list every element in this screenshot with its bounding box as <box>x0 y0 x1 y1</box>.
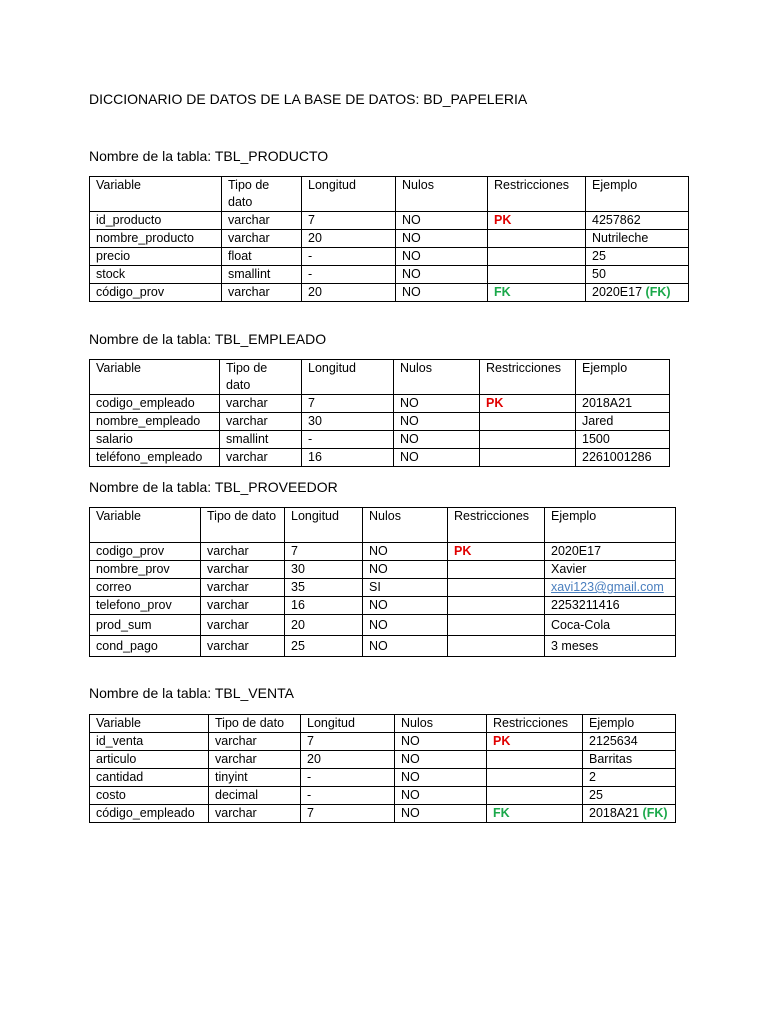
cell-tipo: varchar <box>222 284 302 302</box>
cell-restriccion <box>448 636 545 657</box>
cell-restriccion <box>488 248 586 266</box>
header-cell: Variable <box>90 177 222 212</box>
cell-ejemplo: 2018A21 <box>576 395 670 413</box>
cell-longitud: 7 <box>301 733 395 751</box>
cell-variable: código_prov <box>90 284 222 302</box>
cell-tipo: smallint <box>222 266 302 284</box>
fk-tag: (FK) <box>642 806 668 820</box>
cell-variable: codigo_empleado <box>90 395 220 413</box>
cell-restriccion <box>487 787 583 805</box>
cell-tipo: tinyint <box>209 769 301 787</box>
header-cell: Longitud <box>302 177 396 212</box>
cell-ejemplo <box>583 805 676 823</box>
cell-ejemplo: Coca-Cola <box>545 615 676 636</box>
header-cell: Ejemplo <box>576 360 670 395</box>
cell-variable: teléfono_empleado <box>90 449 220 467</box>
table-row <box>90 615 676 636</box>
cell-variable: stock <box>90 266 222 284</box>
header-cell: Ejemplo <box>545 508 676 543</box>
table-row <box>90 805 676 823</box>
cell-longitud: 30 <box>285 561 363 579</box>
cell-nulos: NO <box>395 769 487 787</box>
cell-restriccion: FK <box>488 284 586 302</box>
table-row <box>90 769 676 787</box>
table-row <box>90 284 689 302</box>
table-row <box>90 266 689 284</box>
cell-ejemplo: Jared <box>576 413 670 431</box>
cell-ejemplo: 2261001286 <box>576 449 670 467</box>
cell-ejemplo: Nutrileche <box>586 230 689 248</box>
cell-tipo: varchar <box>201 561 285 579</box>
cell-variable: código_empleado <box>90 805 209 823</box>
cell-longitud: - <box>302 431 394 449</box>
table-heading-producto: Nombre de la tabla: TBL_PRODUCTO <box>89 148 329 164</box>
header-cell: Nulos <box>363 508 448 543</box>
page-title: DICCIONARIO DE DATOS DE LA BASE DE DATOS: BD_PAPELERIA <box>89 91 528 107</box>
cell-variable: precio <box>90 248 222 266</box>
cell-longitud: - <box>301 787 395 805</box>
cell-nulos: NO <box>394 413 480 431</box>
cell-ejemplo: 4257862 <box>586 212 689 230</box>
ejemplo-value: 2018A21 <box>589 806 640 820</box>
cell-longitud: 16 <box>285 597 363 615</box>
cell-nulos: NO <box>395 733 487 751</box>
table-row <box>90 395 670 413</box>
header-cell: Restricciones <box>448 508 545 543</box>
header-cell: Ejemplo <box>586 177 689 212</box>
cell-variable: id_venta <box>90 733 209 751</box>
table-row <box>90 413 670 431</box>
cell-nulos: NO <box>396 212 488 230</box>
cell-restriccion <box>448 615 545 636</box>
cell-tipo: varchar <box>201 615 285 636</box>
cell-variable: id_producto <box>90 212 222 230</box>
cell-tipo: varchar <box>201 543 285 561</box>
cell-nulos: NO <box>396 230 488 248</box>
table-empleado <box>89 359 670 467</box>
cell-restriccion <box>480 431 576 449</box>
cell-tipo: varchar <box>220 449 302 467</box>
cell-variable: cantidad <box>90 769 209 787</box>
cell-ejemplo: 2 <box>583 769 676 787</box>
cell-ejemplo <box>586 284 689 302</box>
table-proveedor <box>89 507 676 657</box>
cell-ejemplo: 25 <box>583 787 676 805</box>
table-row <box>90 751 676 769</box>
header-cell: Ejemplo <box>583 715 676 733</box>
cell-variable: nombre_empleado <box>90 413 220 431</box>
header-cell: Tipo de dato <box>222 177 302 212</box>
cell-tipo: varchar <box>209 733 301 751</box>
cell-nulos: NO <box>394 395 480 413</box>
table-heading-venta: Nombre de la tabla: TBL_VENTA <box>89 685 294 701</box>
table-row <box>90 543 676 561</box>
cell-variable: codigo_prov <box>90 543 201 561</box>
ejemplo-value: 2020E17 <box>592 285 643 299</box>
table-header-row <box>90 715 676 733</box>
table-header-row <box>90 177 689 212</box>
cell-nulos: NO <box>363 615 448 636</box>
cell-tipo: decimal <box>209 787 301 805</box>
cell-longitud: 20 <box>302 230 396 248</box>
table-row <box>90 230 689 248</box>
cell-longitud: 7 <box>302 395 394 413</box>
cell-ejemplo: Xavier <box>545 561 676 579</box>
header-cell: Tipo de dato <box>201 508 285 543</box>
cell-restriccion: PK <box>480 395 576 413</box>
table-heading-empleado: Nombre de la tabla: TBL_EMPLEADO <box>89 331 327 347</box>
cell-tipo: varchar <box>201 579 285 597</box>
cell-longitud: - <box>302 248 396 266</box>
cell-tipo: varchar <box>201 597 285 615</box>
cell-tipo: varchar <box>209 805 301 823</box>
header-cell: Longitud <box>302 360 394 395</box>
cell-tipo: varchar <box>222 212 302 230</box>
header-cell: Nulos <box>395 715 487 733</box>
cell-restriccion: FK <box>487 805 583 823</box>
header-cell: Restricciones <box>480 360 576 395</box>
cell-nulos: NO <box>363 597 448 615</box>
cell-variable: salario <box>90 431 220 449</box>
cell-longitud: 7 <box>302 212 396 230</box>
table-venta <box>89 714 676 823</box>
table-row <box>90 579 676 597</box>
header-cell: Restricciones <box>487 715 583 733</box>
header-cell: Tipo de dato <box>220 360 302 395</box>
header-cell: Nulos <box>396 177 488 212</box>
cell-nulos: NO <box>394 449 480 467</box>
cell-longitud: 25 <box>285 636 363 657</box>
table-header-row <box>90 508 676 543</box>
cell-longitud: 7 <box>285 543 363 561</box>
cell-nulos: SI <box>363 579 448 597</box>
table-header-row <box>90 360 670 395</box>
cell-restriccion <box>488 266 586 284</box>
cell-longitud: 20 <box>285 615 363 636</box>
cell-ejemplo: 2125634 <box>583 733 676 751</box>
table-row <box>90 248 689 266</box>
cell-restriccion <box>487 751 583 769</box>
cell-variable: cond_pago <box>90 636 201 657</box>
cell-longitud: 20 <box>301 751 395 769</box>
header-cell: Longitud <box>285 508 363 543</box>
cell-restriccion <box>480 449 576 467</box>
cell-ejemplo: 50 <box>586 266 689 284</box>
cell-ejemplo: 2253211416 <box>545 597 676 615</box>
table-row <box>90 561 676 579</box>
table-row <box>90 431 670 449</box>
cell-longitud: 16 <box>302 449 394 467</box>
cell-variable: telefono_prov <box>90 597 201 615</box>
table-row <box>90 636 676 657</box>
cell-nulos: NO <box>395 751 487 769</box>
cell-nulos: NO <box>395 787 487 805</box>
cell-longitud: 35 <box>285 579 363 597</box>
cell-ejemplo: 25 <box>586 248 689 266</box>
cell-restriccion <box>480 413 576 431</box>
cell-variable: correo <box>90 579 201 597</box>
cell-ejemplo: 3 meses <box>545 636 676 657</box>
cell-variable: nombre_prov <box>90 561 201 579</box>
cell-longitud: - <box>302 266 396 284</box>
table-row <box>90 733 676 751</box>
cell-restriccion: PK <box>487 733 583 751</box>
cell-tipo: varchar <box>220 413 302 431</box>
cell-nulos: NO <box>396 248 488 266</box>
fk-tag: (FK) <box>645 285 671 299</box>
header-cell: Variable <box>90 508 201 543</box>
cell-restriccion <box>488 230 586 248</box>
email-link[interactable]: xavi123@gmail.com <box>551 580 664 594</box>
cell-tipo: varchar <box>220 395 302 413</box>
header-cell: Restricciones <box>488 177 586 212</box>
table-row <box>90 449 670 467</box>
cell-restriccion: PK <box>488 212 586 230</box>
cell-restriccion <box>448 561 545 579</box>
table-row <box>90 597 676 615</box>
header-cell: Tipo de dato <box>209 715 301 733</box>
cell-longitud: - <box>301 769 395 787</box>
cell-longitud: 30 <box>302 413 394 431</box>
cell-tipo: smallint <box>220 431 302 449</box>
cell-restriccion: PK <box>448 543 545 561</box>
cell-nulos: NO <box>363 561 448 579</box>
cell-ejemplo: Barritas <box>583 751 676 769</box>
cell-variable: nombre_producto <box>90 230 222 248</box>
header-cell: Variable <box>90 715 209 733</box>
cell-nulos: NO <box>395 805 487 823</box>
cell-ejemplo <box>545 579 676 597</box>
cell-variable: prod_sum <box>90 615 201 636</box>
cell-restriccion <box>487 769 583 787</box>
cell-longitud: 20 <box>302 284 396 302</box>
cell-variable: articulo <box>90 751 209 769</box>
cell-ejemplo: 2020E17 <box>545 543 676 561</box>
cell-nulos: NO <box>396 266 488 284</box>
cell-longitud: 7 <box>301 805 395 823</box>
table-producto <box>89 176 689 302</box>
cell-ejemplo: 1500 <box>576 431 670 449</box>
cell-nulos: NO <box>363 543 448 561</box>
cell-variable: costo <box>90 787 209 805</box>
cell-tipo: varchar <box>201 636 285 657</box>
cell-tipo: varchar <box>222 230 302 248</box>
cell-nulos: NO <box>363 636 448 657</box>
cell-nulos: NO <box>396 284 488 302</box>
header-cell: Variable <box>90 360 220 395</box>
cell-restriccion <box>448 579 545 597</box>
cell-tipo: float <box>222 248 302 266</box>
table-row <box>90 212 689 230</box>
cell-restriccion <box>448 597 545 615</box>
cell-nulos: NO <box>394 431 480 449</box>
table-heading-proveedor: Nombre de la tabla: TBL_PROVEEDOR <box>89 479 338 495</box>
table-row <box>90 787 676 805</box>
cell-tipo: varchar <box>209 751 301 769</box>
header-cell: Longitud <box>301 715 395 733</box>
header-cell: Nulos <box>394 360 480 395</box>
